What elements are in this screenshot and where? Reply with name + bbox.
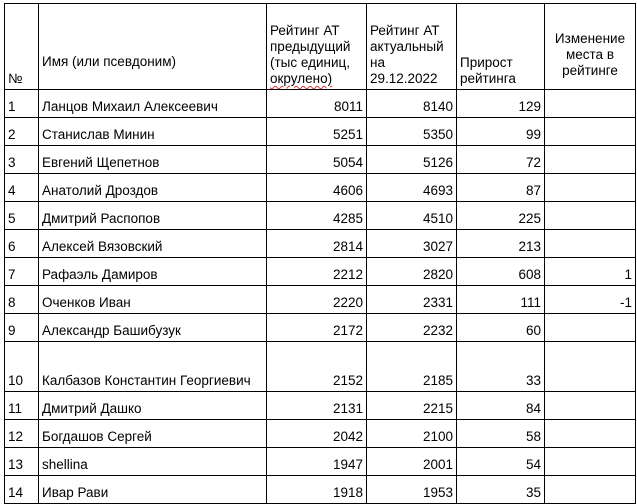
- cell-cur: 2232: [367, 314, 457, 342]
- cell-num: 1: [5, 90, 39, 118]
- header-growth-line2: рейтинга: [460, 71, 516, 86]
- cell-name: Дмитрий Дашко: [39, 392, 267, 420]
- table-row: [5, 230, 636, 258]
- cell-name: Станислав Минин: [39, 118, 267, 146]
- cell-name: Ивар Рави: [39, 476, 267, 504]
- header-cur-line4: 29.12.2022: [370, 71, 438, 86]
- cell-growth: 72: [457, 146, 545, 174]
- cell-num: 11: [5, 392, 39, 420]
- header-prev-line3: (тыс единиц,: [270, 55, 350, 70]
- table-row: [5, 314, 636, 342]
- cell-growth: 111: [457, 286, 545, 314]
- cell-num: 12: [5, 420, 39, 448]
- cell-cur: 2001: [367, 448, 457, 476]
- cell-change: [545, 342, 636, 392]
- cell-change: [545, 174, 636, 202]
- rating-table-container: [4, 3, 636, 504]
- cell-change: [545, 90, 636, 118]
- cell-change: -1: [545, 286, 636, 314]
- cell-cur: 2100: [367, 420, 457, 448]
- cell-growth: 87: [457, 174, 545, 202]
- cell-name: Калбазов Константин Георгиевич: [39, 342, 267, 392]
- cell-num: 2: [5, 118, 39, 146]
- cell-prev: 2042: [267, 420, 367, 448]
- cell-cur: 2331: [367, 286, 457, 314]
- cell-name: shellina: [39, 448, 267, 476]
- cell-name: Дмитрий Распопов: [39, 202, 267, 230]
- cell-name: Анатолий Дроздов: [39, 174, 267, 202]
- cell-name: Алексей Вязовский: [39, 230, 267, 258]
- cell-name: Ланцов Михаил Алексеевич: [39, 90, 267, 118]
- table-row: [5, 342, 636, 392]
- cell-cur: 4510: [367, 202, 457, 230]
- cell-name: Александр Башибузук: [39, 314, 267, 342]
- cell-cur: 2215: [367, 392, 457, 420]
- cell-prev: 8011: [267, 90, 367, 118]
- header-place-change: [545, 4, 636, 90]
- cell-name: Оченков Иван: [39, 286, 267, 314]
- header-row: [5, 4, 636, 90]
- header-num: №: [5, 4, 39, 90]
- cell-prev: 2152: [267, 342, 367, 392]
- cell-growth: 54: [457, 448, 545, 476]
- cell-growth: 33: [457, 342, 545, 392]
- cell-prev: 5251: [267, 118, 367, 146]
- header-prev-rating: [267, 4, 367, 90]
- cell-growth: 60: [457, 314, 545, 342]
- header-cur-line1: Рейтинг АТ: [370, 23, 440, 38]
- cell-num: 7: [5, 258, 39, 286]
- cell-change: 1: [545, 258, 636, 286]
- cell-prev: 4606: [267, 174, 367, 202]
- table-row: [5, 420, 636, 448]
- cell-num: 10: [5, 342, 39, 392]
- spellcheck-word: окрулено): [270, 71, 333, 86]
- cell-cur: 5350: [367, 118, 457, 146]
- cell-change: [545, 230, 636, 258]
- cell-cur: 2820: [367, 258, 457, 286]
- cell-cur: 3027: [367, 230, 457, 258]
- cell-growth: 84: [457, 392, 545, 420]
- cell-growth: 35: [457, 476, 545, 504]
- cell-change: [545, 392, 636, 420]
- table-row: [5, 202, 636, 230]
- header-cur-line3: на: [370, 55, 385, 70]
- cell-change: [545, 314, 636, 342]
- cell-prev: 2131: [267, 392, 367, 420]
- cell-prev: 2220: [267, 286, 367, 314]
- table-row: [5, 90, 636, 118]
- cell-cur: 2185: [367, 342, 457, 392]
- table-row: [5, 118, 636, 146]
- cell-change: [545, 118, 636, 146]
- header-prev-line1: Рейтинг АТ: [270, 23, 340, 38]
- cell-prev: 2814: [267, 230, 367, 258]
- cell-num: 14: [5, 476, 39, 504]
- header-growth-line1: Прирост: [460, 55, 513, 70]
- cell-change: [545, 448, 636, 476]
- table-row: [5, 146, 636, 174]
- cell-cur: 5126: [367, 146, 457, 174]
- cell-num: 9: [5, 314, 39, 342]
- cell-prev: 1947: [267, 448, 367, 476]
- cell-prev: 2172: [267, 314, 367, 342]
- cell-cur: 8140: [367, 90, 457, 118]
- cell-name: Богдашов Сергей: [39, 420, 267, 448]
- header-change-line3: рейтинге: [562, 63, 618, 78]
- table-row: [5, 286, 636, 314]
- cell-prev: 2212: [267, 258, 367, 286]
- cell-num: 8: [5, 286, 39, 314]
- cell-num: 6: [5, 230, 39, 258]
- rating-table: [4, 3, 636, 504]
- cell-num: 13: [5, 448, 39, 476]
- cell-cur: 1953: [367, 476, 457, 504]
- table-row: [5, 448, 636, 476]
- cell-num: 3: [5, 146, 39, 174]
- cell-prev: 1918: [267, 476, 367, 504]
- cell-growth: 225: [457, 202, 545, 230]
- header-change-line1: Изменение: [554, 31, 626, 46]
- cell-name: Евгений Щепетнов: [39, 146, 267, 174]
- cell-growth: 129: [457, 90, 545, 118]
- table-row: [5, 476, 636, 504]
- cell-prev: 4285: [267, 202, 367, 230]
- cell-change: [545, 476, 636, 504]
- header-growth: [457, 4, 545, 90]
- cell-change: [545, 420, 636, 448]
- cell-growth: 213: [457, 230, 545, 258]
- cell-name: Рафаэль Дамиров: [39, 258, 267, 286]
- cell-num: 4: [5, 174, 39, 202]
- cell-growth: 58: [457, 420, 545, 448]
- header-prev-line2: предыдущий: [270, 39, 351, 54]
- cell-growth: 99: [457, 118, 545, 146]
- table-row: [5, 258, 636, 286]
- cell-change: [545, 202, 636, 230]
- header-name: Имя (или псевдоним): [39, 4, 267, 90]
- header-current-rating: [367, 4, 457, 90]
- cell-prev: 5054: [267, 146, 367, 174]
- table-row: [5, 392, 636, 420]
- header-cur-line2: актуальный: [370, 39, 444, 54]
- header-prev-line4: [270, 71, 363, 87]
- table-row: [5, 174, 636, 202]
- header-change-line2: места в: [565, 47, 614, 62]
- cell-growth: 608: [457, 258, 545, 286]
- cell-num: 5: [5, 202, 39, 230]
- cell-change: [545, 146, 636, 174]
- cell-cur: 4693: [367, 174, 457, 202]
